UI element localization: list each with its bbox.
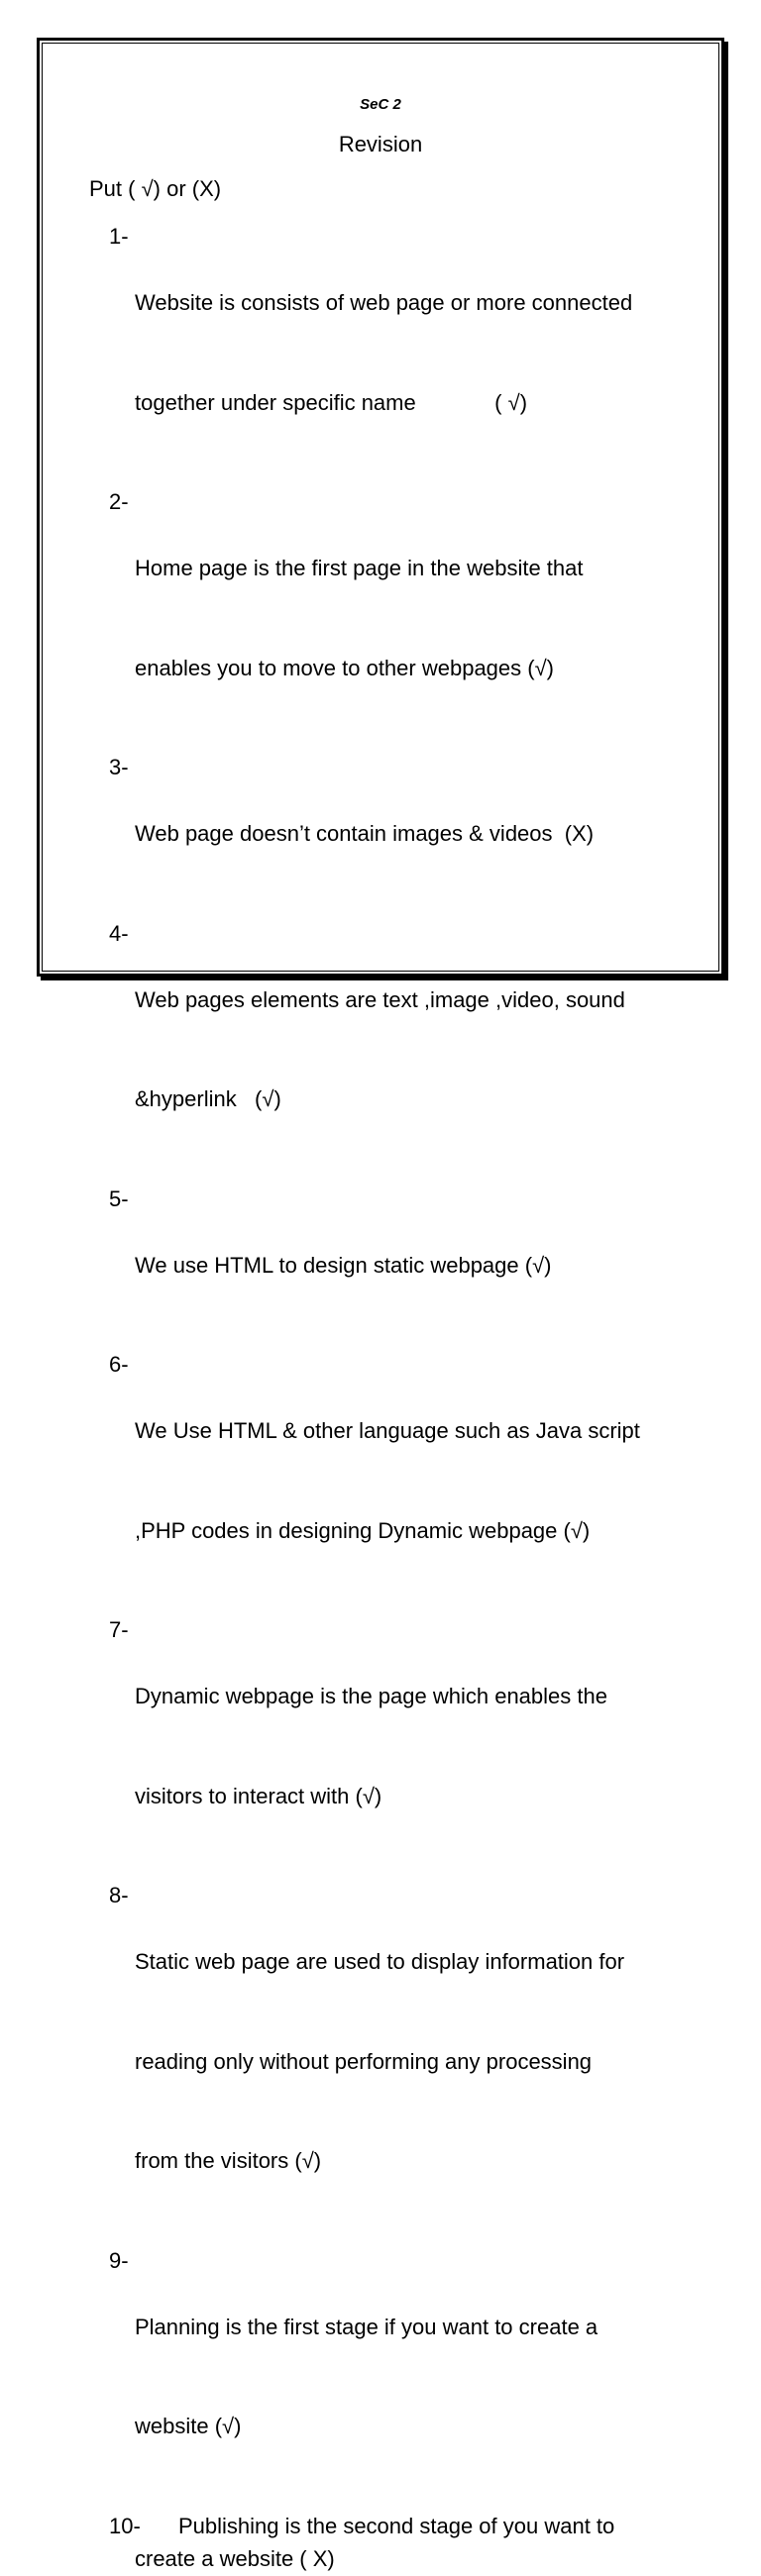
item-number: 5- (109, 1185, 129, 1211)
item-line: visitors to interact with (√) (135, 1783, 382, 1808)
item-line: website (√) (135, 2414, 242, 2438)
item-line: We use HTML to design static webpage (√) (135, 1252, 552, 1278)
item-text (135, 751, 684, 917)
item-line: from the visitors (√) (135, 2148, 322, 2173)
item-line: enables you to move to other webpages (√) (135, 655, 554, 680)
item-line: Web page doesn’t contain images & videos (X) (135, 821, 595, 846)
item-line: Publishing is the second stage of you want to (178, 2513, 615, 2538)
item-number: 4- (109, 920, 129, 946)
item-number: 2- (109, 489, 129, 514)
item-line: Dynamic webpage is the page which enables the (135, 1684, 607, 1708)
item-number: 6- (109, 1352, 129, 1377)
list-item (109, 2510, 684, 2576)
item-line: Web pages elements are text ,image ,video, sound (135, 986, 625, 1012)
list-item (109, 220, 684, 485)
item-text (135, 1348, 684, 1613)
item-number: 3- (109, 755, 129, 779)
item-text (135, 1879, 684, 2244)
item-line: together under specific name ( √) (135, 389, 528, 415)
question-list (109, 220, 684, 2576)
page-title: Revision (338, 132, 423, 156)
item-line: &hyperlink (√) (135, 1086, 281, 1111)
item-text (135, 485, 684, 751)
item-line: create a website ( X) (135, 2546, 335, 2571)
list-item (109, 1348, 684, 1613)
item-text (109, 2510, 684, 2576)
list-item (109, 917, 684, 1183)
section-code: SeC 2 (360, 96, 401, 113)
item-number: 1- (109, 224, 129, 249)
item-text (135, 917, 684, 1183)
item-text (135, 1613, 684, 1879)
item-text (135, 1183, 684, 1349)
item-line: ,PHP codes in designing Dynamic webpage (√) (135, 1517, 591, 1543)
list-item (109, 485, 684, 751)
item-line: We Use HTML & other language such as Java script (135, 1418, 640, 1443)
item-text (135, 2244, 684, 2510)
instruction-text: Put ( √) or (X) (89, 176, 222, 201)
item-number: 7- (109, 1617, 129, 1642)
item-line: Website is consists of web page or more connected (135, 290, 633, 315)
item-line: Static web page are used to display information for (135, 1949, 625, 1974)
list-item (109, 1183, 684, 1349)
item-number: 9- (109, 2247, 129, 2273)
item-text (135, 220, 684, 485)
list-item (109, 1879, 684, 2244)
item-line: Home page is the first page in the website that (135, 556, 584, 580)
list-item (109, 2244, 684, 2510)
item-line: reading only without performing any processing (135, 2048, 593, 2074)
item-number: 10- (109, 2513, 141, 2538)
list-item (109, 751, 684, 917)
item-line: Planning is the first stage if you want to create a (135, 2314, 598, 2339)
list-item (109, 1613, 684, 1879)
item-number: 8- (109, 1883, 129, 1907)
